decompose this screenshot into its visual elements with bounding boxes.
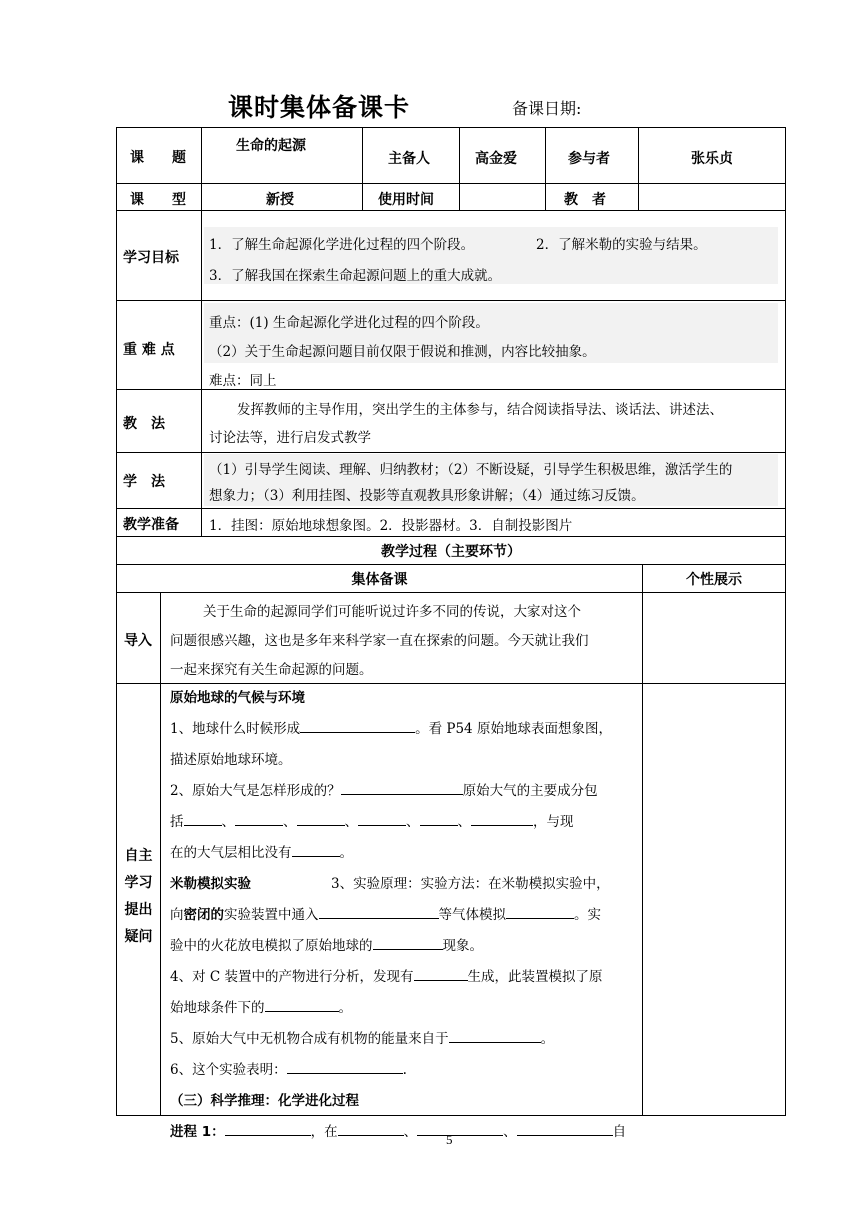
self-study-label: 自主 学习 提出 疑问 (124, 848, 153, 945)
method-line-1: 发挥教师的主导作用，突出学生的主体参与，结合阅读指导法、谈话法、讲述法、 (237, 402, 723, 418)
page-number: 5 (446, 1132, 453, 1147)
topic-value: 生命的起源 (236, 138, 306, 154)
type-value: 新授 (266, 192, 294, 208)
participant-label: 参与者 (568, 151, 610, 167)
intro-line-1: 关于生命的起源同学们可能听说过许多不同的传说，大家对这个 (203, 604, 581, 620)
keypoint-1: 重点：(1) 生命起源化学进化过程的四个阶段。 (209, 315, 489, 331)
personal-header: 个性展示 (686, 571, 742, 588)
intro-line-2: 问题很感兴趣，这也是多年来科学家一直在探索的问题。今天就让我们 (170, 633, 589, 649)
intro-label: 导入 (124, 633, 152, 649)
lesson-table (116, 127, 786, 1140)
participant-value: 张乐贞 (691, 151, 733, 167)
prep-label: 教学准备 (123, 517, 179, 533)
lead-label: 主备人 (388, 151, 430, 167)
objectives-label: 学习目标 (123, 250, 179, 266)
collective-header: 集体备课 (351, 571, 408, 588)
process-title: 教学过程（主要环节） (381, 543, 521, 560)
keypoint-2: （2）关于生命起源问题目前仅限于假说和推测，内容比较抽象。 (209, 344, 596, 360)
prep-text: 1．挂图：原始地球想象图。2．投影器材。3．自制投影图片 (209, 518, 573, 534)
type-label: 课 型 (130, 192, 186, 208)
keypoints-label: 重 难 点 (123, 342, 175, 358)
heading-environment: 原始地球的气候与环境 (170, 690, 305, 706)
difficulty: 难点：同上 (209, 373, 277, 389)
intro-line-3: 一起来探究有关生命起源的问题。 (170, 662, 373, 678)
date-label: 备课日期: (512, 99, 582, 118)
time-label: 使用时间 (378, 192, 434, 208)
objective-1: 1．了解生命起源化学进化过程的四个阶段。 (209, 237, 475, 253)
teacher-label: 教 者 (564, 192, 606, 208)
page-title: 课时集体备课卡 (228, 93, 411, 122)
self-study-content: 原始地球的气候与环境 1、地球什么时候形成 。看 P54 原始地球表面想象图， 描述原始地球环境。 2、原始大气是怎样形成的？ 原始大气的主要成分包 括 、 、 、 、 、 ，与现 在的大气层相比没有 。 米勒模拟实验 3、实验原理：实验方法：在米勒模拟实验中， 向密闭的实验装置中通入 等气体模拟 。实 验中的火花放电模拟了原始地球的 现象。 4、对 C 装置中的产物进行分析，发现有 生成，此装置模拟了原 始地球条件下的 。 5、原始大气中无机物合成有机物的能量来自于 。 6、这个实验表明： . （三）科学推理：化学进化过程 进程 1： ，在 、 、 自 (170, 683, 640, 1148)
topic-label: 课 题 (130, 150, 186, 166)
method-line-2: 讨论法等，进行启发式教学 (209, 430, 371, 446)
method-label: 教 法 (123, 416, 165, 432)
heading-chemical-evolution: （三）科学推理：化学进化过程 (170, 1093, 359, 1109)
learning-line-1: （1）引导学生阅读、理解、归纳教材；（2）不断设疑，引导学生积极思维，激活学生的 (209, 462, 733, 478)
learning-line-2: 想象力；（3）利用挂图、投影等直观教具形象讲解；（4）通过练习反馈。 (209, 488, 645, 504)
objective-3: 3．了解我国在探索生命起源问题上的重大成就。 (209, 268, 502, 284)
learning-label: 学 法 (123, 474, 165, 490)
objective-2: 2．了解米勒的实验与结果。 (536, 237, 707, 253)
lead-value: 高金爱 (475, 151, 517, 167)
